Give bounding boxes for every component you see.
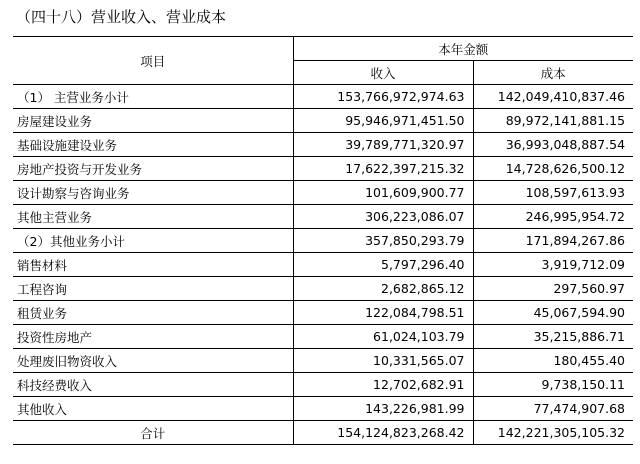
- row-label: 投资性房地产: [13, 325, 293, 349]
- row-label: 房屋建设业务: [13, 109, 293, 133]
- row-label: 工程咨询: [13, 277, 293, 301]
- row-revenue: 2,682,865.12: [293, 277, 473, 301]
- row-cost: 180,455.40: [473, 349, 633, 373]
- row-cost: 9,738,150.11: [473, 373, 633, 397]
- table-row: [13, 325, 633, 349]
- row-label: 其他主营业务: [13, 205, 293, 229]
- row-revenue: 357,850,293.79: [293, 229, 473, 253]
- row-cost: 36,993,048,887.54: [473, 133, 633, 157]
- row-cost: 297,560.97: [473, 277, 633, 301]
- table-row: [13, 277, 633, 301]
- row-label: 处理废旧物资收入: [13, 349, 293, 373]
- row-label: 销售材料: [13, 253, 293, 277]
- table-row: [13, 181, 633, 205]
- table-row: [13, 109, 633, 133]
- table-row: [13, 301, 633, 325]
- total-row: [13, 421, 633, 445]
- row-label: 租赁业务: [13, 301, 293, 325]
- table-row: [13, 205, 633, 229]
- row-revenue: 61,024,103.79: [293, 325, 473, 349]
- current-year-amount-header: 本年金额: [293, 37, 633, 61]
- row-revenue: 101,609,900.77: [293, 181, 473, 205]
- table-row: [13, 229, 633, 253]
- row-cost: 246,995,954.72: [473, 205, 633, 229]
- row-cost: 45,067,594.90: [473, 301, 633, 325]
- row-revenue: 95,946,971,451.50: [293, 109, 473, 133]
- revenue-column-header: 收入: [293, 61, 473, 85]
- table-row: [13, 253, 633, 277]
- row-revenue: 122,084,798.51: [293, 301, 473, 325]
- row-cost: 14,728,626,500.12: [473, 157, 633, 181]
- row-label: 设计勘察与咨询业务: [13, 181, 293, 205]
- row-revenue: 39,789,771,320.97: [293, 133, 473, 157]
- row-label: （1） 主营业务小计: [13, 85, 293, 109]
- row-revenue: 153,766,972,974.63: [293, 85, 473, 109]
- row-label: （2）其他业务小计: [13, 229, 293, 253]
- table-row: [13, 397, 633, 421]
- row-label: 其他收入: [13, 397, 293, 421]
- row-label: 房地产投资与开发业务: [13, 157, 293, 181]
- row-cost: 3,919,712.09: [473, 253, 633, 277]
- total-label: 合计: [13, 421, 293, 445]
- table-row: [13, 133, 633, 157]
- table-row: [13, 349, 633, 373]
- total-revenue: 154,124,823,268.42: [293, 421, 473, 445]
- row-cost: 77,474,907.68: [473, 397, 633, 421]
- table-row: [13, 157, 633, 181]
- table-row: [13, 85, 633, 109]
- row-label: 基础设施建设业务: [13, 133, 293, 157]
- row-cost: 108,597,613.93: [473, 181, 633, 205]
- row-revenue: 12,702,682.91: [293, 373, 473, 397]
- item-column-header: 项目: [13, 37, 293, 85]
- row-revenue: 143,226,981.99: [293, 397, 473, 421]
- row-revenue: 10,331,565.07: [293, 349, 473, 373]
- row-cost: 142,049,410,837.46: [473, 85, 633, 109]
- row-revenue: 306,223,086.07: [293, 205, 473, 229]
- total-cost: 142,221,305,105.32: [473, 421, 633, 445]
- row-cost: 89,972,141,881.15: [473, 109, 633, 133]
- row-label: 科技经费收入: [13, 373, 293, 397]
- row-revenue: 17,622,397,215.32: [293, 157, 473, 181]
- table-title: （四十八）营业收入、营业成本: [16, 8, 227, 26]
- row-cost: 35,215,886.71: [473, 325, 633, 349]
- row-revenue: 5,797,296.40: [293, 253, 473, 277]
- row-cost: 171,894,267.86: [473, 229, 633, 253]
- table-row: [13, 373, 633, 397]
- cost-column-header: 成本: [473, 61, 633, 85]
- revenue-cost-table: [13, 36, 633, 445]
- table-body: [13, 85, 633, 445]
